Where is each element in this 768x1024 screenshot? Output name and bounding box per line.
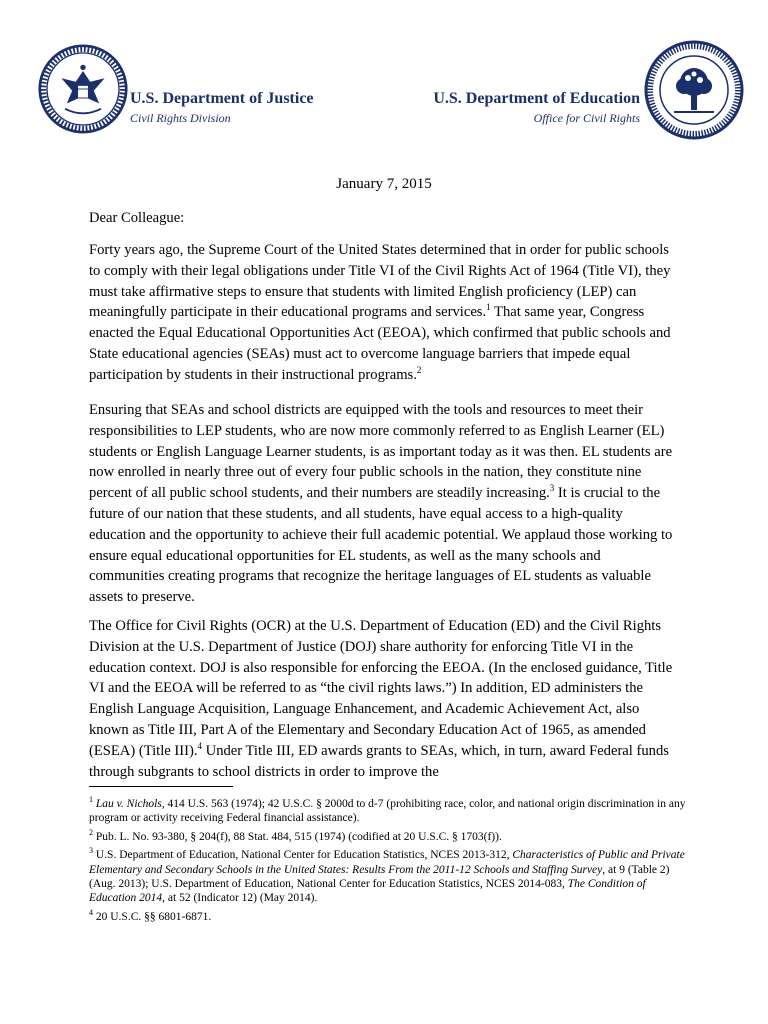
paragraph-2 [89,400,679,608]
footnote-text: Pub. L. No. 93-380, § 204(f), 88 Stat. 484, 515 (1974) (codified at 20 U.S.C. § 1703(f)). [95,830,502,843]
footnote-3 [89,848,689,906]
doj-seal-icon [38,44,128,134]
doj-division: Civil Rights Division [130,111,231,125]
footnote-text: 20 U.S.C. §§ 6801-6871. [95,910,212,923]
paragraph-2-text-a: Ensuring that SEAs and school districts are equipped with the tools and resources to meet their responsibilities to LEP students, who are now more commonly referred to as English Learner (EL) students or English Language Learner students, is as important today as it was then. EL students are now enrolled in nearly three out of every four public schools in the nation, they constitute nine percent of all public school students, and their numbers are steadily increasing. [89,402,673,502]
salutation: Dear Colleague: [89,210,185,226]
ed-office: Office for Civil Rights [533,111,640,125]
ed-header [433,90,640,126]
footnote-ref-4: 4 [197,740,202,751]
paragraph-1-text-b: That same year, Congress enacted the Equal Educational Opportunities Act (EEOA), which confirmed that public schools and State educational agencies (SEAs) must act to overcome language barriers that impede equal participation by students in their instructional programs. [89,304,671,383]
paragraph-3-text-b: Under Title III, ED awards grants to SEAs, which, in turn, award Federal funds through subgrants to school districts in order to improve the [89,742,669,780]
doj-header [130,90,314,126]
letter-date: January 7, 2015 [336,176,432,192]
footnote-ref-1: 1 [486,302,491,313]
footnote-number: 3 [89,846,93,856]
footnote-2 [89,827,689,844]
paragraph-1-text-a: Forty years ago, the Supreme Court of the United States determined that in order for public schools to comply with their legal obligations under Title VI of the Civil Rights Act of 1964 (Title VI), they must take affirmative steps to ensure that students with limited English proficiency (LEP) can meaningfully participate in their educational programs and services. [89,242,671,321]
footnote-title: Characteristics of Public and Private Elementary and Secondary Schools in the United States: Results From the 2011-12 Schools and Staffing Survey [89,849,685,876]
footnote-case-name: Lau v. Nichols [95,798,162,810]
footnote-number: 4 [89,907,93,917]
footnote-text: , at 52 (Indicator 12) (May 2014). [162,892,318,905]
footnote-ref-3: 3 [549,483,555,494]
footnote-number: 2 [89,827,93,837]
footnote-1 [89,797,689,826]
footnote-number: 1 [89,795,93,804]
ed-seal-icon [644,40,744,140]
footnote-4 [89,907,689,924]
paragraph-3-text-a: The Office for Civil Rights (OCR) at the U.S. Department of Education (ED) and the Civil Rights Division at the U.S. Department of Justice (DOJ) share authority for enforcing Title VI in the education context. DOJ is also responsible for enforcing the EEOA. (In the enclosed guidance, Title VI and the EEOA will be referred to as “the civil rights laws.”) In addition, ED administers the English Language Acquisition, Language Enhancement, and Academic Achievement Act, also known as Title III, Part A of the Elementary and Secondary Education Act of 1965, as amended (ESEA) (Title III). [89,618,673,759]
footnote-text: U.S. Department of Education, National Center for Education Statistics, NCES 2013-312, [95,849,513,862]
ed-name: U.S. Department of Education [433,90,640,107]
footnote-ref-2: 2 [416,364,422,375]
footnote-text: , 414 U.S. 563 (1974); 42 U.S.C. § 2000d to d-7 (prohibiting race, color, and national origin discrimination in any program or activity receiving Federal financial assistance). [89,798,686,825]
paragraph-2-text-b: It is crucial to the future of our nation that these students, and all students, have equal access to a high-quality education and the opportunity to achieve their full academic potential. We applaud those working to ensure equal educational opportunities for EL students, as well as the many schools and communities creating programs that recognize the heritage languages of EL students as valuable assets to preserve. [89,485,673,606]
footnote-text: , at 9 (Table 2) (Aug. 2013); U.S. Department of Education, National Center for Education Statistics, NCES 2014-083, [89,863,670,891]
footnote-divider [89,786,233,787]
paragraph-1 [89,240,679,386]
footnotes [89,797,689,928]
paragraph-3 [89,616,679,782]
footnote-title: The Condition of Education 2014 [89,878,646,905]
doj-name: U.S. Department of Justice [130,90,314,107]
